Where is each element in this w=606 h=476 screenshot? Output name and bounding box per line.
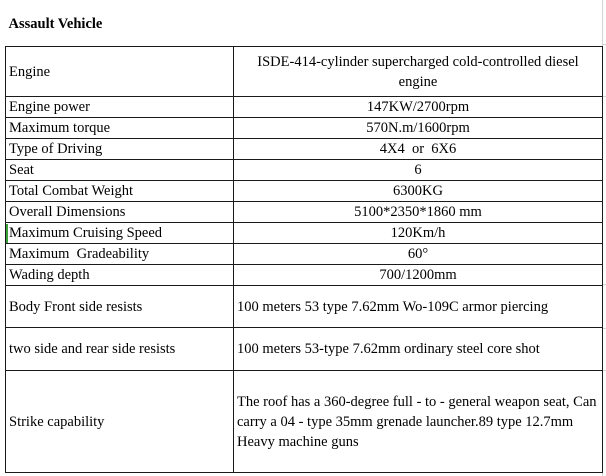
- cell-selection-marker: [6, 224, 8, 243]
- table-row: [6, 244, 603, 265]
- specification-table: [5, 2, 603, 473]
- row-label-maximum-cruising-speed[interactable]: [6, 223, 234, 244]
- row-value-maximum-gradeability[interactable]: 60°: [234, 244, 603, 265]
- row-value-engine-power[interactable]: 147KW/2700rpm: [234, 97, 603, 118]
- row-label-total-combat-weight[interactable]: Total Combat Weight: [6, 181, 234, 202]
- table-title[interactable]: Assault Vehicle: [8, 16, 103, 32]
- table-row: [6, 223, 603, 244]
- table-row: [6, 181, 603, 202]
- table-row: [6, 97, 603, 118]
- row-value-maximum-cruising-speed[interactable]: 120Km/h: [234, 223, 603, 244]
- row-value-wading-depth[interactable]: 700/1200mm: [234, 265, 603, 286]
- row-value-maximum-torque[interactable]: 570N.m/1600rpm: [234, 118, 603, 139]
- title-row: [6, 2, 603, 47]
- row-value-seat[interactable]: 6: [234, 160, 603, 181]
- row-value-type-of-driving[interactable]: 4X4 or 6X6: [234, 139, 603, 160]
- table-row: [6, 47, 603, 97]
- table-row: [6, 202, 603, 223]
- row-label-strike-capability[interactable]: Strike capability: [6, 371, 234, 473]
- row-label-seat[interactable]: Seat: [6, 160, 234, 181]
- row-label-maximum-torque[interactable]: Maximum torque: [6, 118, 234, 139]
- table-row: [6, 118, 603, 139]
- table-row: [6, 139, 603, 160]
- row-value-body-front-side-resists[interactable]: 100 meters 53 type 7.62mm Wo-109C armor piercing: [234, 286, 603, 328]
- row-label-engine-power[interactable]: Engine power: [6, 97, 234, 118]
- table-row: [6, 371, 603, 473]
- table-row: [6, 265, 603, 286]
- row-value-two-side-rear-side-resists[interactable]: 100 meters 53-type 7.62mm ordinary steel core shot: [234, 328, 603, 371]
- row-label-overall-dimensions[interactable]: Overall Dimensions: [6, 202, 234, 223]
- row-value-strike-capability[interactable]: The roof has a 360-degree full - to - general weapon seat, Can carry a 04 - type 35mm grenade launcher.89 type 12.7mm Heavy machine guns: [234, 371, 603, 473]
- row-label-engine[interactable]: Engine: [6, 47, 234, 97]
- row-value-engine[interactable]: ISDE-414-cylinder supercharged cold-controlled diesel engine: [234, 47, 603, 97]
- table-row: [6, 328, 603, 371]
- row-label-body-front-side-resists[interactable]: Body Front side resists: [6, 286, 234, 328]
- row-label-wading-depth[interactable]: Wading depth: [6, 265, 234, 286]
- row-label-type-of-driving[interactable]: Type of Driving: [6, 139, 234, 160]
- row-value-total-combat-weight[interactable]: 6300KG: [234, 181, 603, 202]
- table-row: [6, 160, 603, 181]
- row-label-text: Maximum Cruising Speed: [9, 225, 163, 241]
- table-row: [6, 286, 603, 328]
- row-value-overall-dimensions[interactable]: 5100*2350*1860 mm: [234, 202, 603, 223]
- row-label-two-side-rear-side-resists[interactable]: two side and rear side resists: [6, 328, 234, 371]
- row-label-maximum-gradeability[interactable]: Maximum Gradeability: [6, 244, 234, 265]
